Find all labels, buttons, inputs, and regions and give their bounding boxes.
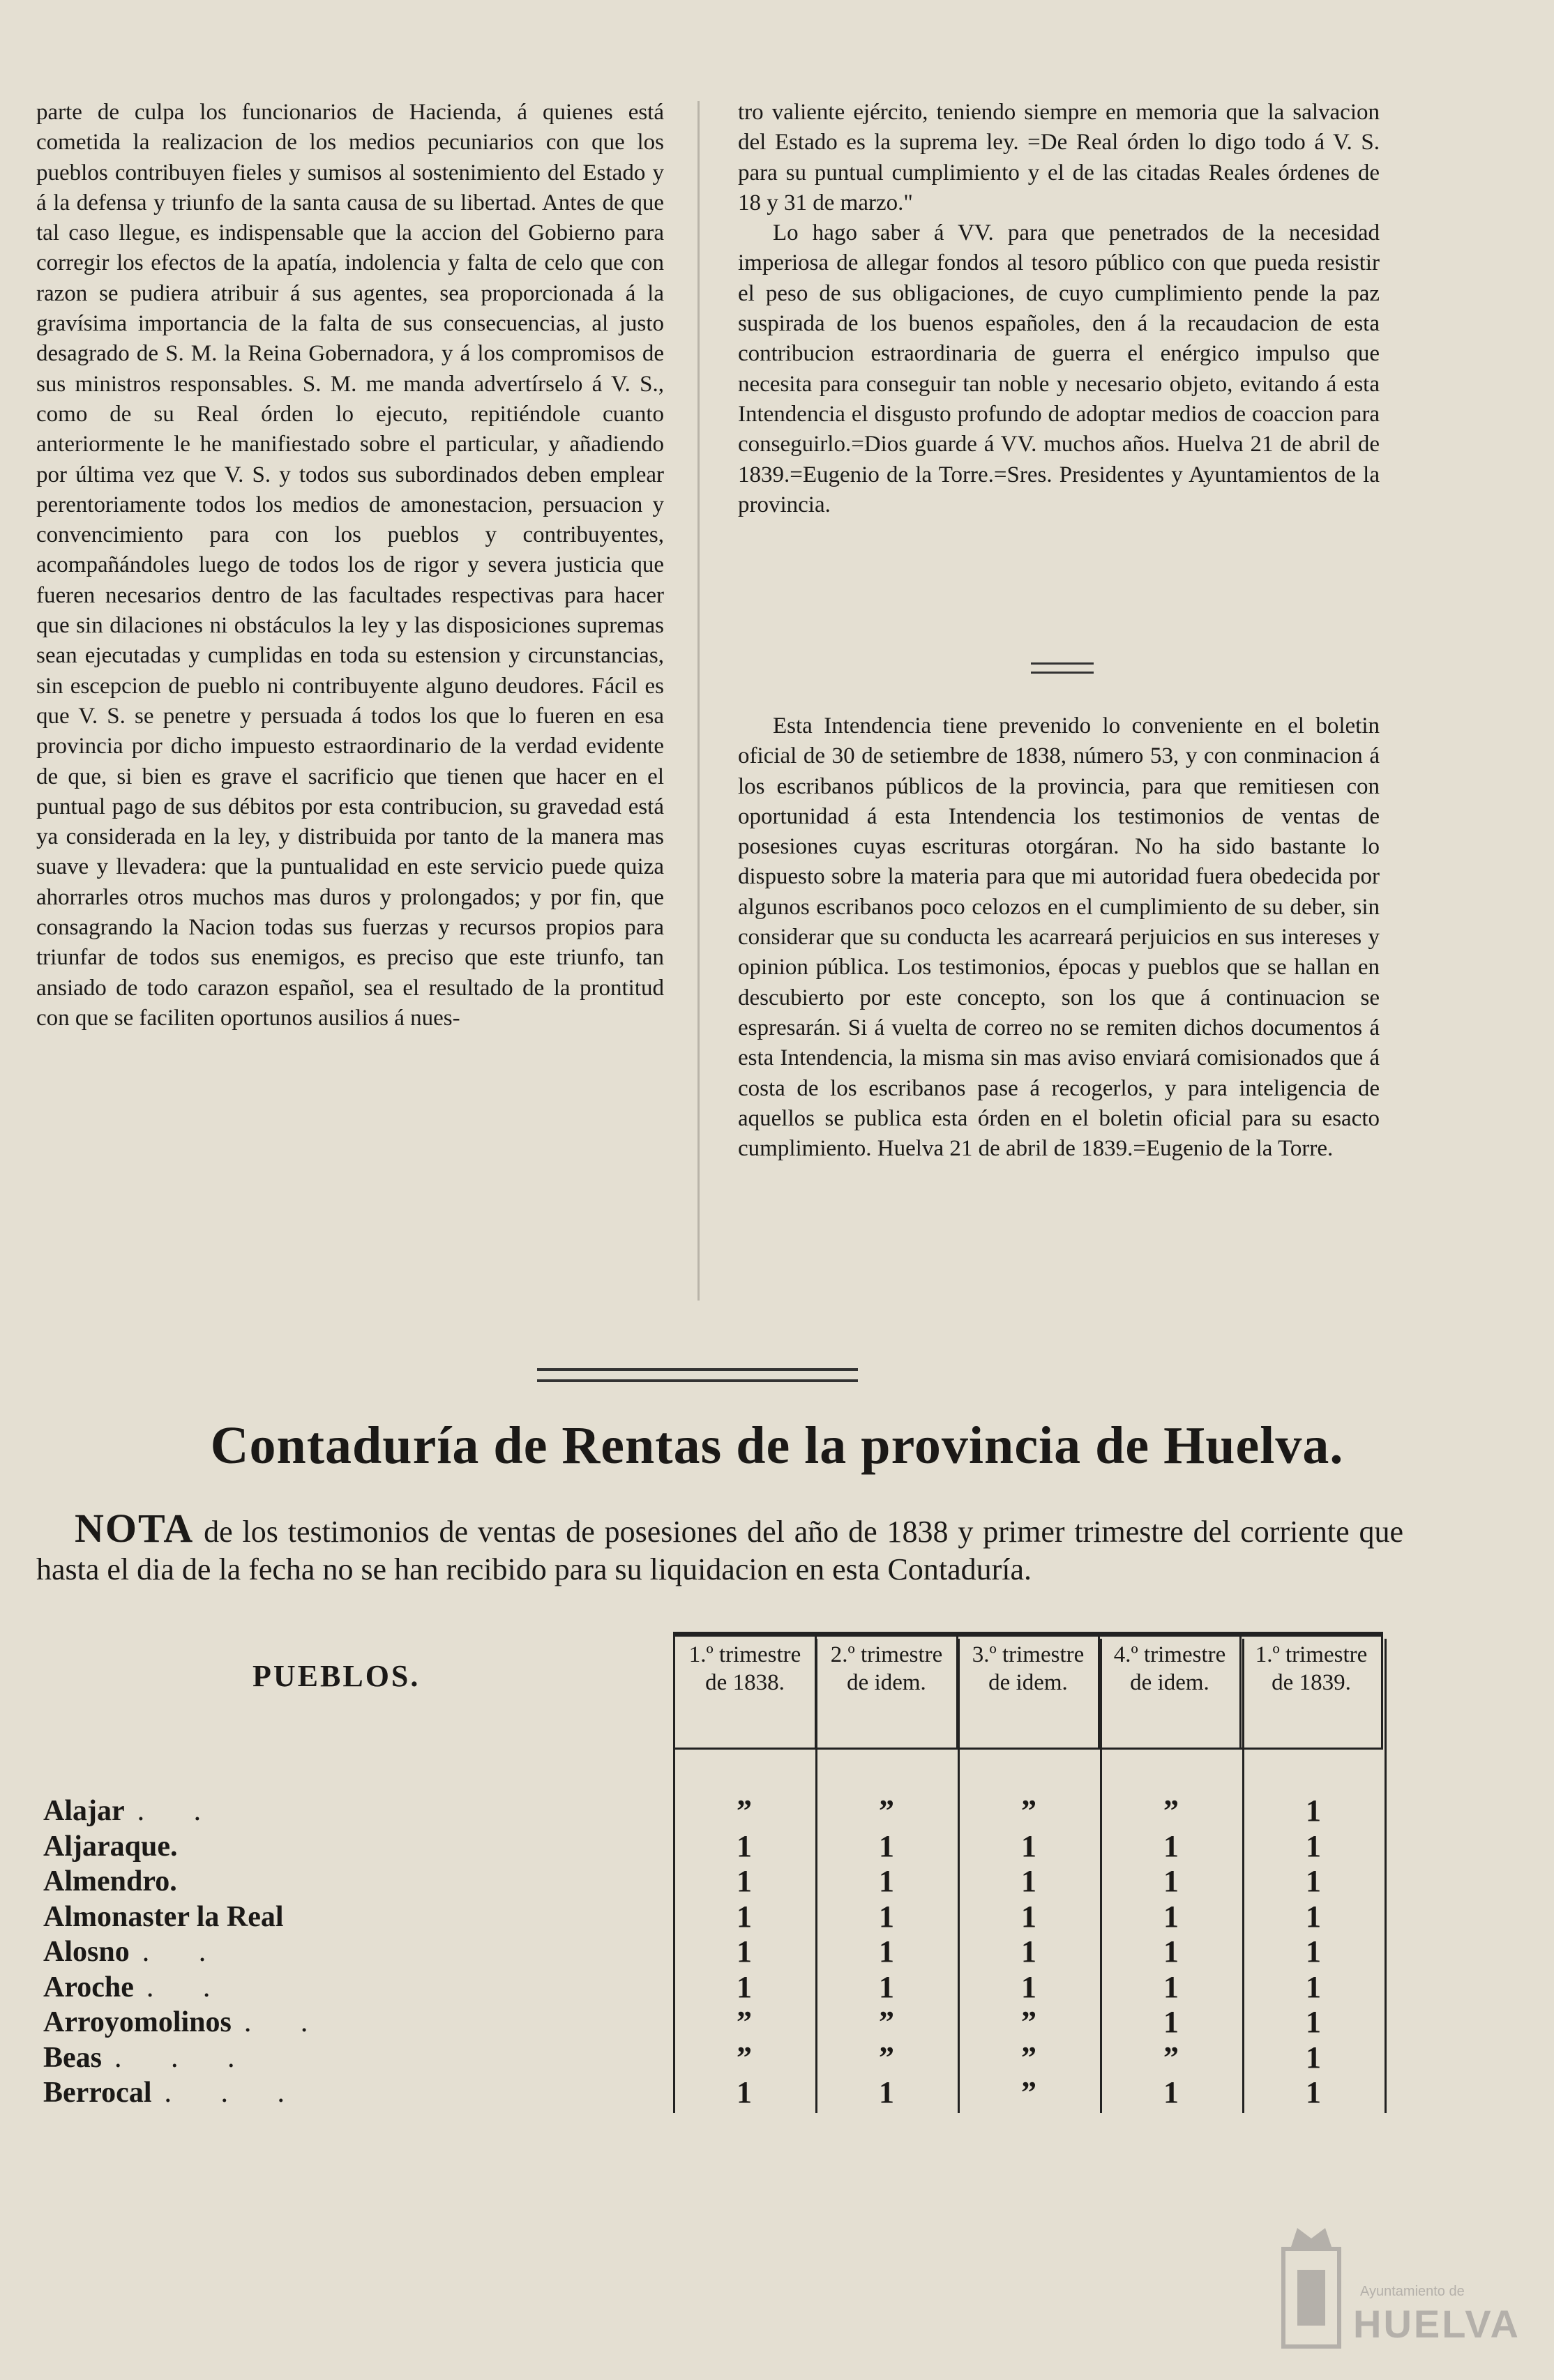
- table-row: Aroche . .: [43, 1970, 671, 2006]
- table-row: [43, 1864, 671, 1900]
- town-name: Berrocal: [43, 2077, 152, 2109]
- value-cell: 1: [1306, 1794, 1321, 1828]
- value-cell: ”: [737, 1794, 752, 1828]
- column-header: 4.º trimestre de idem.: [1099, 1635, 1241, 1749]
- town-name: Almonaster la Real: [43, 1900, 284, 1933]
- value-cell: ”: [1021, 2075, 1036, 2109]
- town-name: Almendro.: [43, 1865, 177, 1897]
- value-cell: 1: [1163, 1828, 1179, 1863]
- table-row: Alosno . .: [43, 1934, 671, 1970]
- value-cell: 1: [879, 2075, 894, 2109]
- value-cell: 1: [1163, 1934, 1179, 1969]
- table-row: [43, 1900, 671, 1935]
- table-row: Arroyomolinos . .: [43, 2005, 671, 2040]
- watermark-small-text: Ayuntamiento de: [1360, 2284, 1465, 2299]
- value-row: [673, 2075, 1385, 2111]
- value-cell: ”: [1021, 2005, 1036, 2039]
- value-cell: ”: [737, 2005, 752, 2039]
- right-paragraph-2: Lo hago saber á VV. para que penetrados de la necesidad imperiosa de allegar fondos al tesoro público con que pueda resistir el peso de sus obligaciones, de cuyo cumplimiento pende la paz suspirada de los buenos españoles, den á la recaudacion de esta contribucion estraordinaria de guerra el enérgico impulso que necesita para conseguir tan noble y necesario objeto, evitando á esta Intendencia el disgusto profundo de adoptar medios de coaccion para conseguirlo.=Dios guarde á VV. muchos años. Huelva 21 de abril de 1839.=Eugenio de la Torre.=Sres. Presidentes y Ayuntamientos de la provincia.: [738, 220, 1380, 517]
- value-cell: 1: [737, 1899, 752, 1934]
- value-row: [673, 1864, 1385, 1900]
- value-cell: ”: [879, 2040, 894, 2075]
- value-cell: 1: [737, 2075, 752, 2109]
- value-cell: 1: [737, 1864, 752, 1898]
- value-cell: 1: [1021, 1899, 1036, 1934]
- value-cell: 1: [879, 1828, 894, 1863]
- town-name: Alajar: [43, 1795, 125, 1827]
- value-row: [673, 1970, 1385, 2006]
- value-cell: 1: [1306, 2040, 1321, 2075]
- value-cell: ”: [879, 2005, 894, 2039]
- column-divider: [697, 101, 700, 1301]
- value-cell: 1: [1163, 2075, 1179, 2109]
- value-cell: 1: [1021, 1934, 1036, 1969]
- right-text-column-second: [738, 711, 1380, 1164]
- value-cell: 1: [1021, 1864, 1036, 1898]
- nota-paragraph: [36, 1506, 1404, 1589]
- nota-lead: NOTA: [75, 1506, 195, 1551]
- value-cell: 1: [1306, 2075, 1321, 2109]
- value-row: [673, 2005, 1385, 2040]
- table-row-header: PUEBLOS.: [252, 1659, 421, 1693]
- trimester-table-header: [673, 1632, 1383, 1750]
- column-header: 1.º trimestre de 1839.: [1241, 1635, 1382, 1749]
- value-cell: ”: [1021, 2040, 1036, 2075]
- right-text-column: [738, 98, 1380, 520]
- value-row: [673, 1934, 1385, 1970]
- value-cell: 1: [879, 1899, 894, 1934]
- table-values: [673, 1794, 1385, 2111]
- watermark-stamp: [1276, 2218, 1527, 2357]
- coat-of-arms-icon: [1276, 2221, 1346, 2354]
- section-separator: [537, 1368, 858, 1382]
- section-title: Contaduría de Rentas de la provincia de Huelva.: [210, 1416, 1344, 1475]
- column-header: 2.º trimestre de idem.: [816, 1635, 958, 1749]
- value-cell: 1: [1306, 2005, 1321, 2039]
- table-row: Beas . . .: [43, 2040, 671, 2076]
- column-header: 1.º trimestre de 1838.: [674, 1635, 816, 1749]
- table-column-rule: [1385, 1639, 1387, 2113]
- value-row: [673, 1900, 1385, 1935]
- watermark-text: HUELVA: [1353, 2302, 1521, 2346]
- value-cell: 1: [1163, 1864, 1179, 1898]
- value-cell: 1: [879, 1969, 894, 2004]
- town-name: Arroyomolinos: [43, 2006, 232, 2038]
- town-name: Aljaraque.: [43, 1830, 178, 1863]
- intendencia-paragraph: Esta Intendencia tiene prevenido lo conveniente en el boletin oficial de 30 de setiembre de 1838, número 53, y con conminacion á los escribanos públicos de la provincia, para que remitiesen con oportunidad á esta Intendencia los testimonios de ventas de posesiones cuyas escrituras otorgáran. No ha sido bastante lo dispuesto sobre la materia para que mi autoridad fuera obedecida por algunos escribanos poco celozos en el cumplimiento de su deber, sin considerar que su conducta les acarreará perjuicios en sus intereses y opinion pública. Los testimonios, épocas y pueblos que se hallan en descubierto por este concepto, son los que á continuacion se espresarán. Si á vuelta de correo no se remiten dichos documentos á esta Intendencia, la misma sin mas aviso enviará comisionados que á costa de los escribanos pase á recogerlos, y para inteligencia de aquellos se publica esta órden en el boletin oficial para su esacto cumplimiento. Huelva 21 de abril de 1839.=Eugenio de la Torre.: [738, 713, 1380, 1162]
- value-cell: 1: [879, 1934, 894, 1969]
- value-cell: 1: [1163, 1899, 1179, 1934]
- value-cell: 1: [1306, 1969, 1321, 2004]
- left-text-column: [36, 98, 664, 1033]
- value-cell: 1: [1306, 1864, 1321, 1898]
- town-list: [43, 1794, 671, 2111]
- value-row: [673, 1794, 1385, 1829]
- value-row: [673, 2040, 1385, 2076]
- value-cell: ”: [1163, 1794, 1179, 1828]
- town-name: Beas: [43, 2041, 102, 2074]
- value-cell: 1: [1306, 1934, 1321, 1969]
- value-cell: ”: [879, 1794, 894, 1828]
- value-cell: 1: [1163, 1969, 1179, 2004]
- value-cell: 1: [1021, 1969, 1036, 2004]
- table-row: Alajar . .: [43, 1794, 671, 1829]
- double-rule-separator: [1031, 662, 1094, 674]
- value-cell: 1: [737, 1828, 752, 1863]
- town-name: Alosno: [43, 1936, 130, 1968]
- table-row: Berrocal . . .: [43, 2075, 671, 2111]
- value-cell: 1: [1163, 2005, 1179, 2039]
- value-cell: ”: [1021, 1794, 1036, 1828]
- value-cell: 1: [1021, 1828, 1036, 1863]
- left-paragraph: parte de culpa los funcionarios de Hacienda, á quienes está cometida la realizacion de los medios pecuniarios con que los pueblos contribuyen fieles y sumisos al sostenimiento del Estado y á la defensa y triunfo de la santa causa de su libertad. Antes de que tal caso llegue, es indispensable que la accion del Gobierno para corregir los efectos de la apatía, indolencia y falta de celo que con razon se pudiera atribuir á sus agentes, sea proporcionada á la gravísima importancia de la falta de sus consecuencias, al justo desagrado de S. M. la Reina Gobernadora, y á los compromisos de sus ministros responsables. S. M. me manda advertírselo á V. S., como de su Real órden lo ejecuto, repitiéndole cuanto anteriormente le he manifiestado sobre el particular, y añadiendo por última vez que V. S. y todos sus subordinados deben emplear perentoriamente todos los medios de amonestacion, persuacion y convencimiento para con los pueblos y contribuyentes, acompañándoles luego de todos los de rigor y severa justicia que fueren necesarios dentro de las facultades respectivas para hacer que sin dilaciones ni obstáculos la ley y las disposiciones supremas sean ejecutadas y cumplidas en toda su estension y circunstancias, sin escepcion de pueblo ni contribuyente alguno deudores. Fácil es que V. S. se penetre y persuada á todos los que lo fueren en esa provincia por dicho impuesto estraordinario de la verdad evidente de que, si bien es grave el sacrificio que tienen que hacer en el puntual pago de sus débitos por esta contribucion, su gravedad está ya considerada en la ley, y distribuida por tanto de la manera mas suave y llevadera: que la puntualidad en este servicio puede quiza ahorrarles otros muchos mas duros y prolongados; y por fin, que consagrando la Nacion todas sus fuerzas y recursos propios para triunfar de todos sus enemigos, es preciso que este triunfo, tan ansiado de todo carazon español, sea el resultado de la prontitud con que se faciliten oportunos ausilios á nues-: [36, 100, 664, 1031]
- value-cell: 1: [1306, 1899, 1321, 1934]
- value-row: [673, 1829, 1385, 1865]
- value-cell: ”: [1163, 2040, 1179, 2075]
- right-paragraph-1: tro valiente ejército, teniendo siempre en memoria que la salvacion del Estado es la suprema ley. =De Real órden lo digo todo á V. S. para su puntual cumplimiento y el de las citadas Reales órdenes de 18 y 31 de marzo.": [738, 100, 1380, 215]
- table-row: [43, 1829, 671, 1865]
- nota-text: de los testimonios de ventas de posesiones del año de 1838 y primer trimestre del corriente que hasta el dia de la fecha no se han recibido para su liquidacion en esta Contaduría.: [36, 1515, 1404, 1586]
- value-cell: 1: [1306, 1828, 1321, 1863]
- value-cell: 1: [737, 1969, 752, 2004]
- value-cell: ”: [737, 2040, 752, 2075]
- column-header: 3.º trimestre de idem.: [958, 1635, 1099, 1749]
- value-cell: 1: [879, 1864, 894, 1898]
- town-name: Aroche: [43, 1971, 134, 2003]
- value-cell: 1: [737, 1934, 752, 1969]
